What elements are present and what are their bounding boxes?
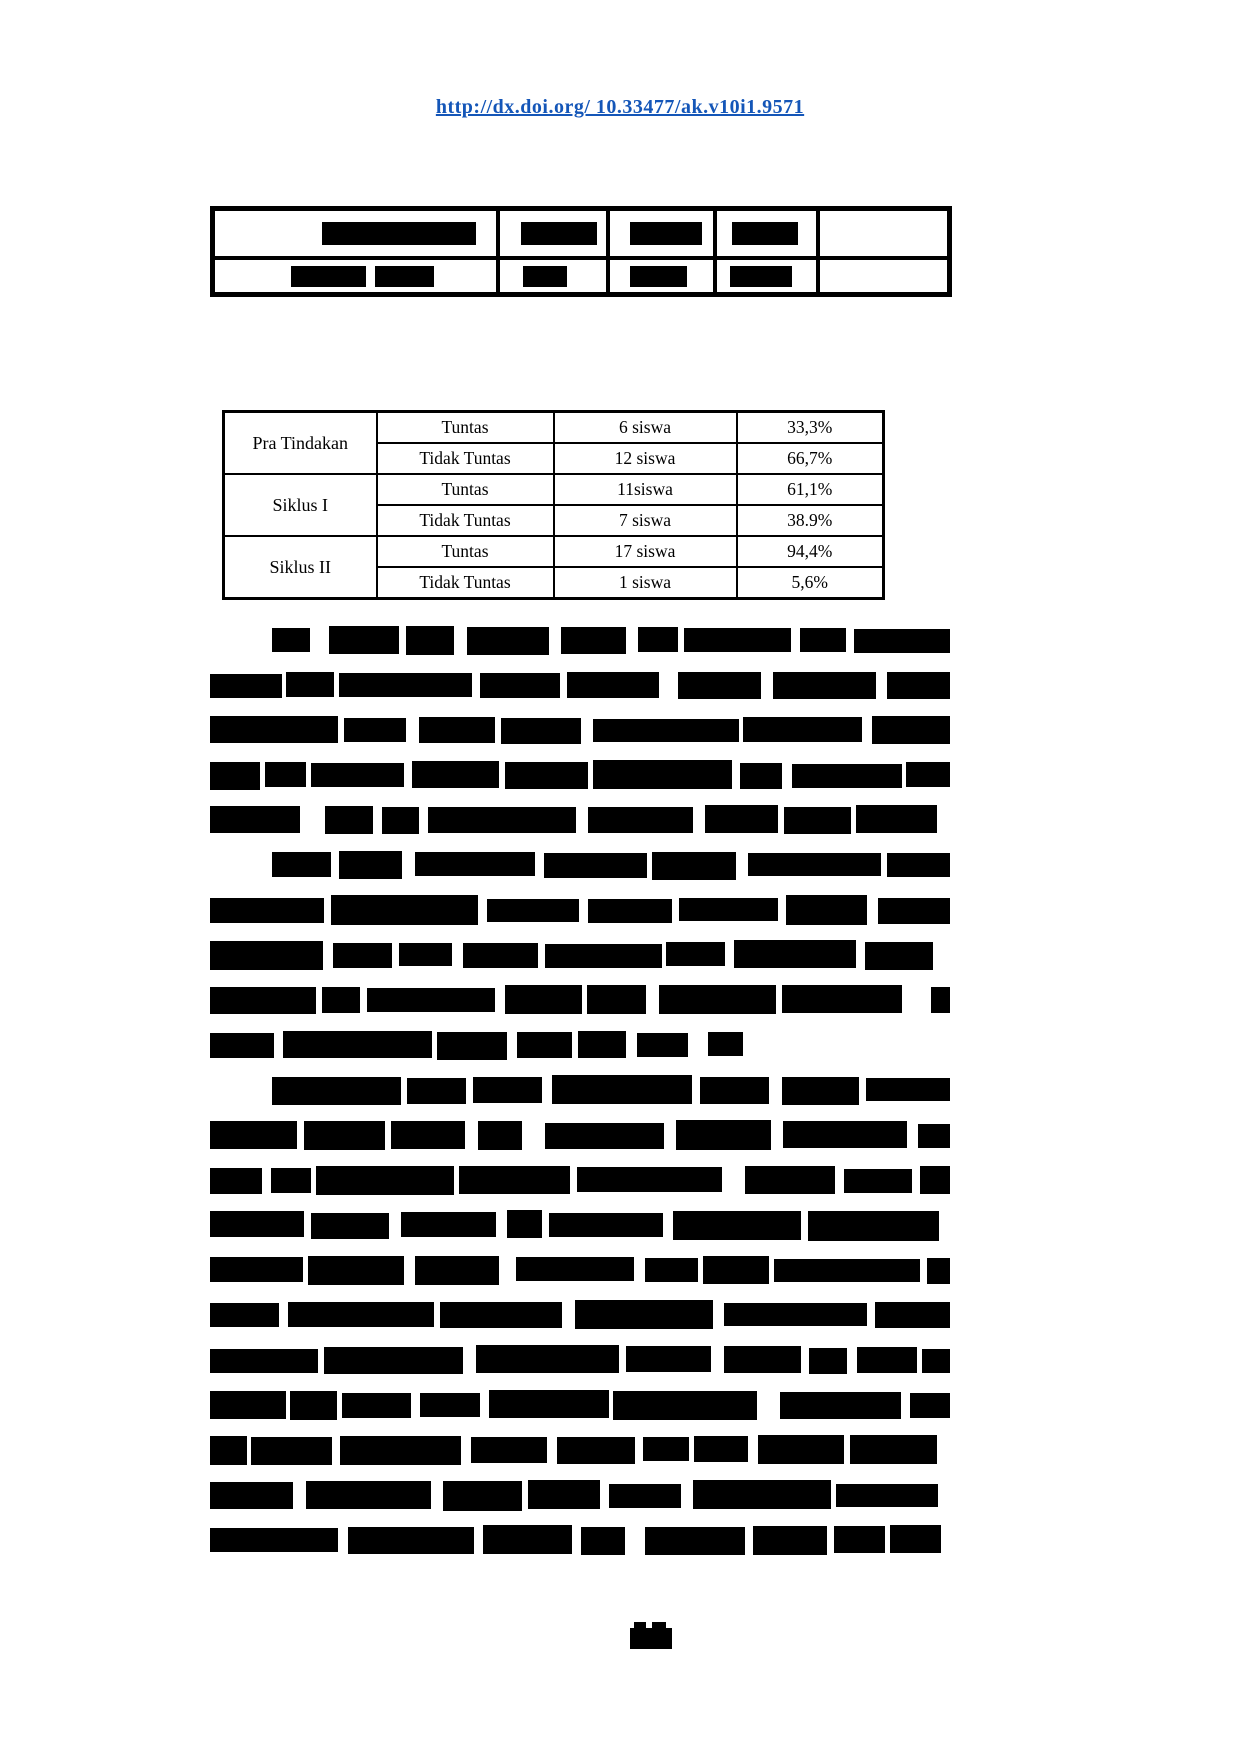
redaction-bar bbox=[854, 629, 950, 654]
redaction-bar bbox=[415, 852, 535, 875]
redaction-bar bbox=[780, 1392, 901, 1419]
redaction-bar bbox=[210, 941, 323, 970]
redaction-bar bbox=[679, 898, 778, 921]
redaction-bar bbox=[743, 717, 862, 742]
redaction-bar bbox=[652, 852, 736, 880]
redaction-bar bbox=[587, 985, 647, 1013]
stage-label: Pra Tindakan bbox=[224, 412, 377, 475]
status-cell: Tidak Tuntas bbox=[377, 567, 554, 599]
redaction-bar bbox=[331, 895, 478, 925]
redaction-bar bbox=[850, 1435, 937, 1464]
redaction-bar bbox=[265, 762, 306, 788]
redaction-bar bbox=[544, 853, 647, 878]
redaction-bar bbox=[367, 988, 495, 1011]
redaction-bar bbox=[406, 626, 454, 655]
redacted-text-line bbox=[210, 850, 950, 880]
redaction-bar bbox=[459, 1166, 570, 1194]
redacted-cell bbox=[818, 258, 950, 295]
redaction-bar bbox=[348, 1527, 475, 1554]
results-table bbox=[222, 410, 885, 600]
redacted-cell bbox=[498, 209, 608, 259]
status-cell: Tuntas bbox=[377, 412, 554, 444]
redaction-bar bbox=[489, 1390, 609, 1418]
redaction-bar bbox=[325, 806, 373, 834]
redaction-bar bbox=[581, 1527, 625, 1555]
redacted-text-line bbox=[210, 715, 950, 745]
redaction-bar bbox=[501, 718, 582, 744]
redacted-cell bbox=[608, 209, 715, 259]
redacted-cell bbox=[818, 209, 950, 259]
redaction-bar bbox=[578, 1031, 626, 1058]
redaction-bar bbox=[210, 987, 316, 1014]
redaction-bar bbox=[311, 1213, 389, 1239]
percent-cell: 94,4% bbox=[737, 536, 884, 567]
redaction-bar bbox=[708, 1032, 743, 1056]
redaction-bar bbox=[730, 266, 791, 287]
redaction-bar bbox=[645, 1258, 699, 1282]
redaction-bar bbox=[437, 1032, 507, 1060]
table-row bbox=[213, 209, 950, 259]
redaction-bar bbox=[291, 266, 367, 287]
redacted-text-line bbox=[210, 1300, 950, 1330]
count-cell: 11siswa bbox=[554, 474, 737, 505]
redaction-bar bbox=[322, 987, 360, 1013]
redaction-bar bbox=[523, 266, 568, 287]
redaction-bar bbox=[782, 1077, 859, 1105]
redacted-cell bbox=[715, 209, 818, 259]
redaction-bar bbox=[684, 628, 790, 651]
redaction-bar bbox=[329, 626, 399, 654]
redaction-bar bbox=[890, 1525, 941, 1553]
redaction-bar bbox=[311, 763, 404, 787]
redaction-bar bbox=[440, 1302, 563, 1328]
redaction-bar bbox=[588, 807, 694, 833]
doi-link[interactable]: http://dx.doi.org/ 10.33477/ak.v10i1.9571 bbox=[435, 96, 805, 118]
redaction-bar bbox=[878, 898, 950, 924]
redaction-bar bbox=[705, 805, 778, 833]
redaction-bar bbox=[922, 1349, 950, 1372]
redaction-bar bbox=[288, 1302, 434, 1327]
redaction-bar bbox=[784, 807, 851, 833]
redaction-bar bbox=[694, 1436, 748, 1461]
redaction-bar bbox=[887, 853, 950, 878]
stage-label: Siklus II bbox=[224, 536, 377, 599]
redacted-text-line bbox=[210, 985, 950, 1015]
redaction-bar bbox=[678, 672, 760, 700]
redaction-bar bbox=[401, 1212, 497, 1237]
redaction-bar bbox=[645, 1527, 745, 1556]
redaction-bar bbox=[476, 1345, 619, 1372]
redaction-bar bbox=[483, 1525, 572, 1553]
redaction-bar bbox=[210, 1211, 304, 1237]
redaction-bar bbox=[703, 1256, 769, 1285]
redaction-bar bbox=[577, 1167, 722, 1193]
redaction-bar bbox=[324, 1347, 464, 1374]
redaction-bar bbox=[428, 807, 576, 833]
redacted-text-line bbox=[210, 895, 950, 925]
redaction-bar bbox=[758, 1435, 845, 1464]
redacted-cell bbox=[608, 258, 715, 295]
redaction-bar bbox=[875, 1302, 950, 1328]
redaction-bar bbox=[344, 718, 406, 741]
status-cell: Tidak Tuntas bbox=[377, 505, 554, 536]
redacted-text-line bbox=[210, 1165, 950, 1195]
percent-cell: 5,6% bbox=[737, 567, 884, 599]
redacted-text-line bbox=[210, 940, 950, 970]
redaction-bar bbox=[471, 1437, 547, 1463]
redaction-bar bbox=[643, 1437, 689, 1461]
redaction-bar bbox=[210, 1391, 286, 1419]
redaction-bar bbox=[316, 1166, 454, 1195]
redaction-bar bbox=[210, 898, 324, 924]
redaction-bar bbox=[808, 1211, 940, 1241]
stage-label: Siklus I bbox=[224, 474, 377, 536]
percent-cell: 66,7% bbox=[737, 443, 884, 474]
redaction-bar bbox=[872, 716, 950, 744]
redaction-bar bbox=[613, 1391, 757, 1419]
redaction-bar bbox=[693, 1480, 831, 1509]
redacted-text-line bbox=[210, 1210, 950, 1240]
percent-cell: 61,1% bbox=[737, 474, 884, 505]
redaction-bar bbox=[286, 672, 335, 698]
redaction-bar bbox=[210, 1528, 338, 1552]
redaction-bar bbox=[420, 1393, 480, 1417]
percent-cell: 33,3% bbox=[737, 412, 884, 444]
redacted-text-line bbox=[210, 1345, 950, 1375]
redaction-bar bbox=[210, 1436, 247, 1465]
redacted-text-line bbox=[210, 1255, 950, 1285]
redaction-bar bbox=[659, 985, 776, 1014]
redaction-bar bbox=[415, 1256, 499, 1284]
redaction-bar bbox=[306, 1481, 431, 1509]
redaction-bar bbox=[467, 627, 549, 655]
redacted-text-line bbox=[210, 1480, 950, 1510]
redaction-bar bbox=[210, 1303, 279, 1327]
redaction-bar bbox=[782, 985, 902, 1013]
redaction-bar bbox=[290, 1391, 337, 1420]
redaction-bar bbox=[593, 760, 731, 788]
table-row bbox=[224, 536, 884, 567]
redaction-bar bbox=[516, 1257, 634, 1281]
table-row bbox=[224, 474, 884, 505]
redaction-bar bbox=[210, 1257, 303, 1281]
redaction-bar bbox=[588, 899, 672, 923]
redacted-text-line bbox=[210, 1075, 950, 1105]
redaction-bar bbox=[609, 1484, 681, 1508]
redaction-bar bbox=[630, 222, 702, 245]
redaction-bar bbox=[505, 762, 588, 789]
redaction-bar bbox=[463, 943, 538, 968]
redaction-bar bbox=[505, 985, 582, 1014]
redaction-bar bbox=[272, 1077, 401, 1105]
redacted-cell bbox=[213, 209, 498, 259]
redaction-bar bbox=[745, 1166, 835, 1194]
redaction-bar bbox=[557, 1437, 635, 1464]
redaction-bar bbox=[910, 1393, 950, 1418]
status-cell: Tidak Tuntas bbox=[377, 443, 554, 474]
redaction-bar bbox=[521, 222, 597, 245]
redaction-bar bbox=[700, 1077, 769, 1104]
table-row bbox=[213, 258, 950, 295]
redaction-bar bbox=[809, 1348, 847, 1374]
redaction-bar bbox=[734, 940, 856, 969]
status-cell: Tuntas bbox=[377, 474, 554, 505]
redaction-bar bbox=[676, 1120, 771, 1150]
redaction-bar bbox=[630, 266, 687, 287]
redaction-bar bbox=[210, 762, 260, 790]
redacted-text-line bbox=[210, 625, 950, 655]
redaction-bar bbox=[412, 761, 499, 788]
table-caption-redacted bbox=[390, 368, 888, 395]
redaction-bar bbox=[487, 899, 580, 923]
redaction-bar bbox=[272, 852, 331, 877]
redacted-cell bbox=[498, 258, 608, 295]
redaction-bar bbox=[638, 627, 678, 651]
redaction-bar bbox=[283, 1031, 432, 1058]
redaction-bar bbox=[322, 222, 476, 245]
redaction-bar bbox=[836, 1484, 938, 1507]
redaction-bar bbox=[375, 266, 434, 287]
redaction-bar bbox=[740, 763, 782, 788]
summary-table-redacted bbox=[210, 206, 952, 297]
redaction-bar bbox=[210, 806, 300, 833]
redaction-bar bbox=[251, 1437, 332, 1465]
redaction-bar bbox=[773, 672, 876, 698]
redaction-bar bbox=[478, 1121, 522, 1150]
redaction-bar bbox=[792, 764, 902, 788]
count-cell: 12 siswa bbox=[554, 443, 737, 474]
redaction-bar bbox=[333, 943, 392, 969]
redacted-text-line bbox=[210, 670, 950, 700]
redaction-bar bbox=[561, 627, 626, 654]
count-cell: 7 siswa bbox=[554, 505, 737, 536]
redaction-bar bbox=[210, 1482, 293, 1509]
redaction-bar bbox=[918, 1124, 950, 1148]
redaction-bar bbox=[567, 672, 659, 699]
redaction-bar bbox=[637, 1033, 688, 1057]
redaction-bar bbox=[339, 851, 402, 879]
redaction-bar bbox=[844, 1169, 912, 1193]
redaction-bar bbox=[340, 1436, 461, 1466]
redaction-bar bbox=[834, 1526, 884, 1554]
redaction-bar bbox=[545, 1123, 664, 1149]
redaction-bar bbox=[652, 1622, 666, 1630]
redaction-bar bbox=[507, 1210, 542, 1238]
redaction-bar bbox=[342, 1393, 411, 1418]
count-cell: 17 siswa bbox=[554, 536, 737, 567]
redaction-bar bbox=[865, 942, 933, 971]
redaction-bar bbox=[856, 805, 937, 832]
redaction-bar bbox=[304, 1121, 384, 1150]
redaction-bar bbox=[210, 1121, 297, 1149]
redaction-bar bbox=[443, 1481, 522, 1511]
redaction-bar bbox=[666, 942, 724, 966]
redaction-bar bbox=[732, 222, 797, 245]
issn-line-redacted bbox=[512, 130, 822, 153]
redaction-bar bbox=[419, 717, 495, 743]
doi-link-row bbox=[0, 96, 1240, 119]
redaction-bar bbox=[857, 1347, 917, 1373]
redaction-bar bbox=[753, 1526, 827, 1555]
status-cell: Tuntas bbox=[377, 536, 554, 567]
redaction-bar bbox=[866, 1078, 950, 1101]
redaction-bar bbox=[626, 1346, 712, 1372]
redacted-text-line bbox=[210, 1390, 950, 1420]
redaction-bar bbox=[549, 1213, 663, 1237]
redaction-bar bbox=[575, 1300, 713, 1329]
redaction-bar bbox=[407, 1078, 466, 1104]
redaction-bar bbox=[391, 1121, 465, 1149]
redacted-cell bbox=[715, 258, 818, 295]
redaction-bar bbox=[528, 1480, 600, 1509]
redaction-bar bbox=[272, 628, 310, 652]
redaction-bar bbox=[724, 1346, 802, 1373]
redaction-bar bbox=[210, 1349, 318, 1373]
redaction-bar bbox=[906, 762, 950, 787]
redaction-bar bbox=[552, 1075, 691, 1104]
redaction-bar bbox=[480, 673, 560, 698]
redaction-bar bbox=[210, 674, 282, 697]
redaction-bar bbox=[473, 1077, 541, 1103]
redacted-cell bbox=[213, 258, 498, 295]
redaction-bar bbox=[783, 1121, 907, 1148]
redaction-bar bbox=[931, 987, 950, 1013]
redaction-bar bbox=[308, 1256, 404, 1285]
redacted-text-line bbox=[210, 1120, 950, 1150]
journal-title-redacted bbox=[312, 68, 952, 94]
redacted-text-line bbox=[210, 760, 950, 790]
redaction-bar bbox=[271, 1168, 311, 1193]
redaction-bar bbox=[724, 1303, 867, 1326]
redaction-bar bbox=[210, 716, 338, 743]
redacted-text-line bbox=[210, 1030, 950, 1060]
redaction-bar bbox=[748, 853, 881, 876]
redaction-bar bbox=[634, 1622, 646, 1630]
redaction-bar bbox=[920, 1166, 950, 1194]
redacted-text-line bbox=[210, 805, 950, 835]
redaction-bar bbox=[399, 943, 452, 966]
redaction-bar bbox=[774, 1259, 920, 1282]
page-number-redacted bbox=[630, 1622, 672, 1649]
redaction-bar bbox=[545, 944, 662, 967]
redaction-bar bbox=[786, 895, 867, 925]
redaction-bar bbox=[210, 1168, 262, 1195]
table-row bbox=[224, 412, 884, 444]
count-cell: 6 siswa bbox=[554, 412, 737, 444]
redaction-bar bbox=[673, 1211, 801, 1239]
redacted-text-line bbox=[210, 1525, 950, 1555]
redaction-bar bbox=[927, 1258, 950, 1284]
redaction-bar bbox=[887, 672, 950, 699]
redaction-bar bbox=[517, 1032, 573, 1058]
redaction-bar bbox=[630, 1628, 672, 1649]
count-cell: 1 siswa bbox=[554, 567, 737, 599]
percent-cell: 38.9% bbox=[737, 505, 884, 536]
redaction-bar bbox=[339, 673, 472, 697]
redaction-bar bbox=[800, 628, 846, 652]
redacted-text-line bbox=[210, 1435, 950, 1465]
redaction-bar bbox=[593, 719, 739, 742]
redaction-bar bbox=[210, 1033, 274, 1058]
redaction-bar bbox=[382, 807, 419, 834]
